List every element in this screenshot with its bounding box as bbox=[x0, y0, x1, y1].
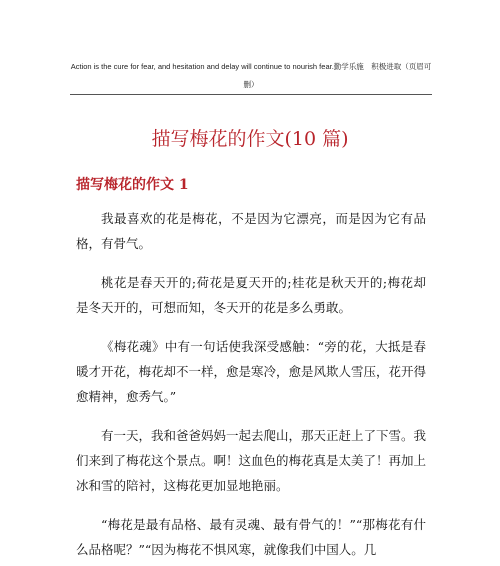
section-heading: 描写梅花的作文 1 bbox=[76, 177, 189, 193]
header-divider bbox=[70, 94, 432, 95]
body-text bbox=[76, 206, 426, 566]
paragraph: 《梅花魂》中有一句话使我深受感触：“旁的花，大抵是春暖才开花，梅花却不一样，愈是寒冷，愈是风欺人雪压，花开得愈精神，愈秀气。” bbox=[76, 339, 427, 404]
page-header-note: Action is the cure for fear, and hesitation and delay will continue to nourish fear.勤学乐施 积极进取（页眉可删） bbox=[70, 62, 432, 89]
paragraph: 桃花是春天开的;荷花是夏天开的;桂花是秋天开的;梅花却是冬天开的，可想而知，冬天开的花是多么勇敢。 bbox=[76, 275, 426, 315]
paragraph: “梅花是最有品格、最有灵魂、最有骨气的！”“那梅花有什么品格呢？”“因为梅花不惧风寒，就像我们中国人。几 bbox=[76, 517, 426, 557]
paragraph: 我最喜欢的花是梅花，不是因为它漂亮，而是因为它有品格，有骨气。 bbox=[76, 211, 426, 251]
document-title: 描写梅花的作文(10 篇) bbox=[151, 127, 349, 150]
paragraph: 有一天，我和爸爸妈妈一起去爬山，那天正赶上了下雪。我们来到了梅花这个景点。啊！这血色的梅花真是太美了！再加上冰和雪的陪衬，这梅花更加显地艳丽。 bbox=[76, 428, 427, 493]
